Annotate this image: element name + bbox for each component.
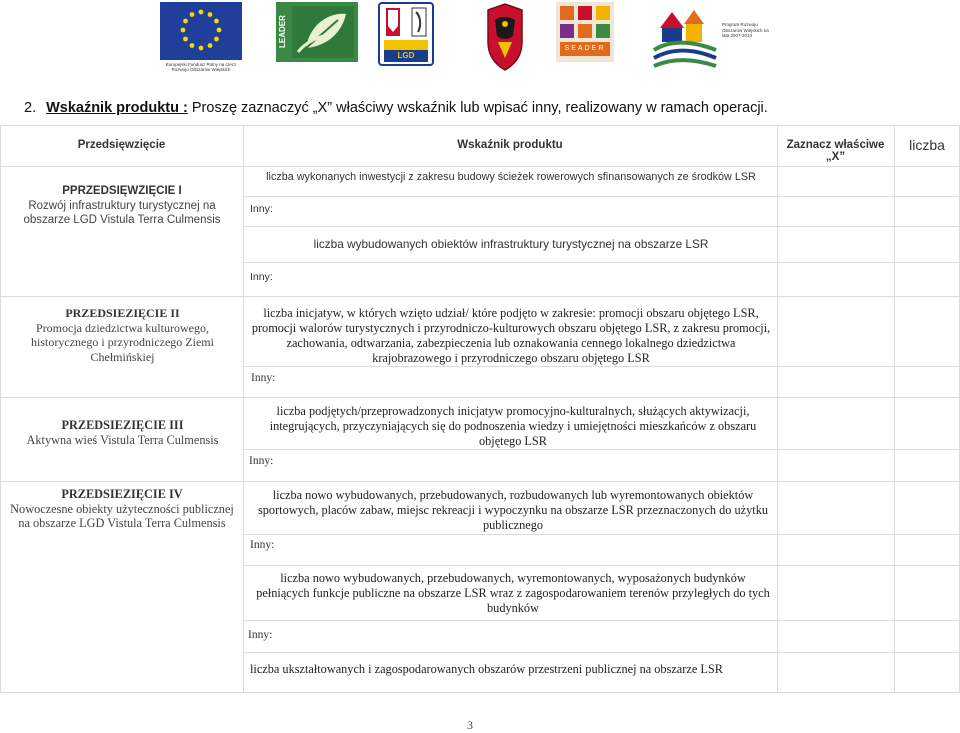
count-cell-4[interactable]: [895, 398, 959, 449]
section-3-title: PRZEDSIEZIĘCIE III: [61, 418, 184, 432]
village-icon: [650, 2, 720, 70]
leader-label: LEADER: [278, 15, 287, 49]
header-mark: Zaznacz właściwe „X”: [786, 139, 885, 163]
prow-caption: Program Rozwoju Obszarów Wiejskich na lata 2007-2013: [722, 22, 769, 38]
header-count: liczba: [909, 137, 945, 153]
indicator-4-2: liczba nowo wybudowanych, przebudowanych, wyremontowanych, wyposażonych budynków pełniących funkcje publiczne na obszarze LSR wraz z zagospodarowaniem terenów przyległych do tych budynków: [256, 571, 770, 615]
section-1-title: PPRZEDSIĘWZIĘCIE I: [62, 185, 182, 197]
lgd-label: LGD: [397, 51, 415, 60]
section-4-cell: [6, 487, 238, 531]
mark-cell-4[interactable]: [778, 398, 894, 449]
mark-cell-3[interactable]: [778, 297, 894, 366]
section-1-cell: [6, 184, 238, 228]
section-2-desc: Promocja dziedzictwa kulturowego, historycznego i przyrodniczego Ziemi Chełmińskiej: [31, 320, 214, 364]
count-cell-2[interactable]: [895, 227, 959, 262]
prow-logo: [650, 2, 774, 70]
leaf-icon: [276, 2, 358, 62]
header-indicator: Wskaźnik produktu: [457, 139, 563, 151]
mark-cell-5[interactable]: [778, 482, 894, 534]
mark-cell-7[interactable]: [778, 653, 894, 692]
eu-caption: Europejski Fundusz Rolny na rzecz Rozwoju Obszarów Wiejskich: [165, 62, 237, 72]
indicator-1-1: liczba wykonanych inwestycji z zakresu budowy ścieżek rowerowych sfinansowanych ze środków LSR: [266, 171, 756, 183]
indicator-3-1: liczba podjętych/przeprowadzonych inicjatyw promocyjno-kulturalnych, służących aktywizacji, integrujących, przyczyniających się do podnoszenia wiedzy i umiejętności mieszkańców z obszaru objętego LSR: [269, 404, 757, 448]
section-2-cell: [10, 306, 235, 364]
coat-of-arms-logo: [478, 2, 532, 72]
inny-label-2: Inny:: [250, 271, 273, 283]
indicator-4-1: liczba nowo wybudowanych, przebudowanych, rozbudowanych lub wyremontowanych obiektów sportowych, placów zabaw, miejsc rekreacji i wypoczynku na obszarze LSR przeznaczonych do użytku publicznego: [257, 488, 768, 532]
inny-label-4: Inny:: [249, 455, 274, 467]
heading-number: 2.: [24, 100, 37, 116]
inny-label-1: Inny:: [250, 203, 273, 215]
count-cell-7[interactable]: [895, 653, 959, 692]
heading-instruction: Proszę zaznaczyć „X” właściwy wskaźnik lub wpisać inny, realizowany w ramach operacji.: [187, 100, 768, 116]
seader-label: SEADER: [564, 45, 606, 52]
indicator-2-1: liczba inicjatyw, w których wzięto udział/ które podjęto w zakresie: promocji obszaru objętego LSR, promocji walorów turystycznych i przyrodniczo-kulturowych obszaru objętego LSR, z zakresu promocji, zachowania, odtwarzania, zabezpieczenia lub oznakowania cennego lokalnego dziedzictwa krajobrazowego i przyrodniczego obszaru objętego LSR: [251, 306, 771, 365]
header-undertaking: Przedsięwzięcie: [77, 139, 166, 151]
mark-cell-1[interactable]: [778, 167, 894, 196]
section-4-desc: Nowoczesne obiekty użyteczności publicznej na obszarze LGD Vistula Terra Culmensis: [10, 501, 234, 530]
section-3-desc: Aktywna wieś Vistula Terra Culmensis: [26, 432, 219, 447]
heading-label: Wskaźnik produktu :: [46, 100, 188, 116]
count-cell-3[interactable]: [895, 297, 959, 366]
inny-label-6: Inny:: [248, 629, 273, 641]
lgd-logo: [378, 2, 434, 66]
count-cell-5[interactable]: [895, 482, 959, 534]
eu-stars-icon: [160, 2, 242, 60]
indicator-1-2: liczba wybudowanych obiektów infrastruktury turystycznej na obszarze LSR: [313, 237, 709, 251]
eu-flag-logo: [160, 2, 242, 76]
section-3-cell: [10, 418, 235, 447]
shield-icon: [478, 2, 532, 72]
indicator-4-3: liczba ukształtowanych i zagospodarowanych obszarów przestrzeni publicznej na obszarze LSR: [250, 662, 723, 676]
section-1-desc: Rozwój infrastruktury turystycznej na obszarze LGD Vistula Terra Culmensis: [23, 199, 221, 226]
inny-label-5: Inny:: [250, 539, 275, 551]
section-2-title: PRZEDSIEZIĘCIE II: [65, 306, 180, 320]
page-number: 3: [467, 718, 473, 732]
section-4-title: PRZEDSIEZIĘCIE IV: [61, 487, 183, 501]
mark-cell-2[interactable]: [778, 227, 894, 262]
leader-logo: [276, 2, 358, 62]
mark-cell-6[interactable]: [778, 566, 894, 620]
logo-strip: [0, 0, 960, 80]
section-heading: [24, 100, 944, 116]
inny-label-3: Inny:: [251, 372, 276, 384]
seader-emblem-icon: [556, 2, 614, 62]
count-cell-6[interactable]: [895, 566, 959, 620]
count-cell-1[interactable]: [895, 167, 959, 196]
seader-logo: [556, 2, 614, 62]
